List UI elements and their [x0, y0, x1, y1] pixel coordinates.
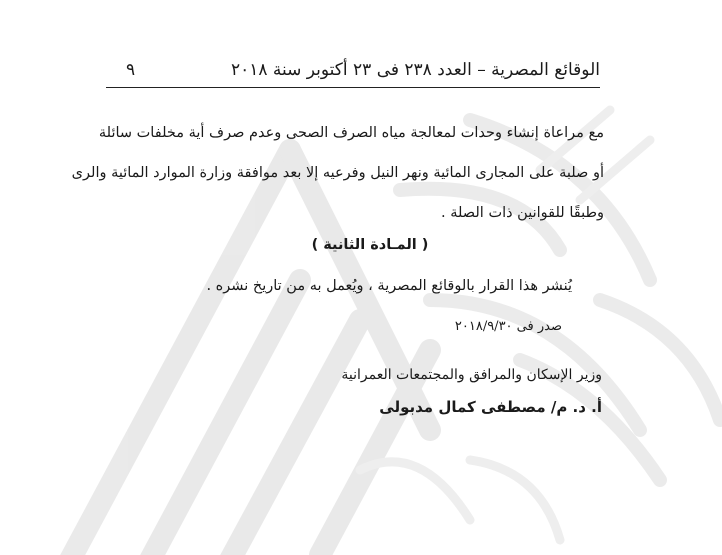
body-line-1: مع مراعاة إنشاء وحدات لمعالجة مياه الصرف الصحى وعدم صرف أية مخلفات سائلة — [98, 125, 604, 141]
minister-title: وزير الإسكان والمرافق والمجتمعات العمرانية — [341, 367, 602, 383]
body-line-3: وطبقًا للقوانين ذات الصلة . — [441, 205, 604, 221]
article-heading: ( المـادة الثانية ) — [311, 237, 429, 253]
body-line-2: أو صلبة على المجارى المائية ونهر النيل وفرعيه إلا بعد موافقة وزارة الموارد المائية والرى — [71, 165, 604, 181]
header-title: الوقائع المصرية – العدد ٢٣٨ فى ٢٣ أكتوبر سنة ٢٠١٨ — [230, 60, 600, 80]
page-number: ٩ — [126, 60, 136, 80]
article-text: يُنشر هذا القرار بالوقائع المصرية ، ويُعمل به من تاريخ نشره . — [206, 278, 572, 294]
header-divider — [106, 87, 600, 88]
issue-date: صدر فى ٢٠١٨/٩/٣٠ — [454, 319, 562, 334]
page-header — [106, 58, 600, 88]
minister-name: أ. د. م/ مصطفى كمال مدبولى — [379, 398, 602, 416]
